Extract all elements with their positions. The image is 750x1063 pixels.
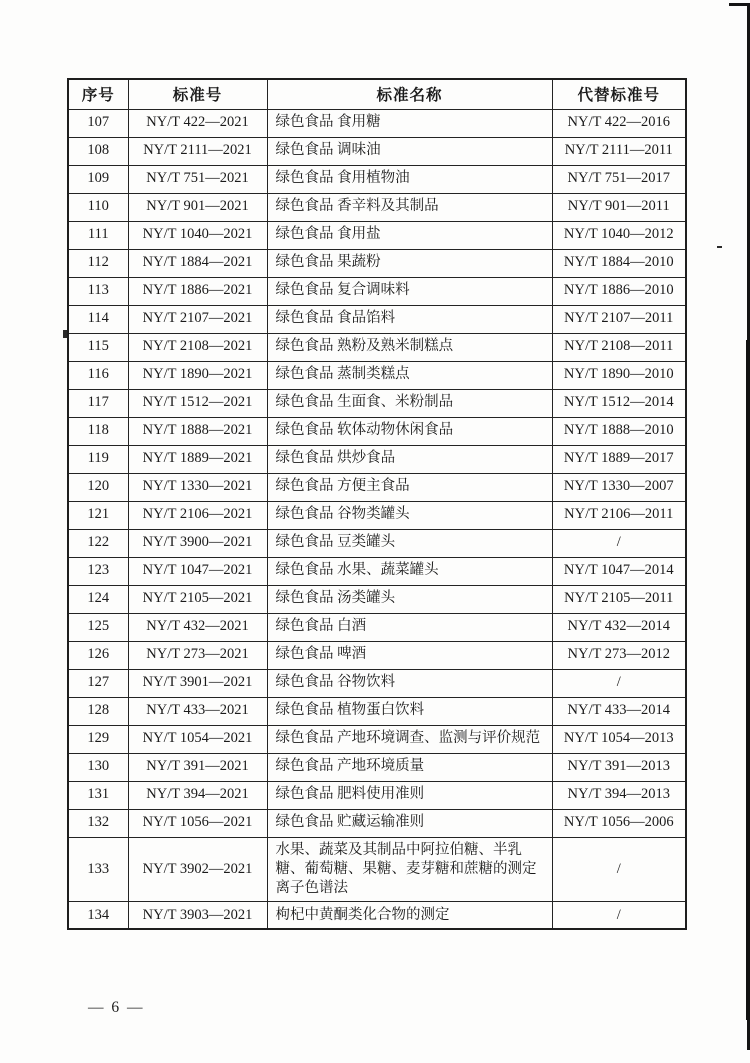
table-row: [68, 305, 686, 333]
table-row: [68, 137, 686, 165]
cell-std: NY/T 422—2021: [128, 109, 267, 137]
cell-replaces: /: [552, 669, 686, 697]
cell-replaces: NY/T 422—2016: [552, 109, 686, 137]
column-header-no: 序号: [68, 79, 128, 109]
cell-no: 116: [68, 361, 128, 389]
cell-std: NY/T 2111—2021: [128, 137, 267, 165]
cell-no: 123: [68, 557, 128, 585]
scan-artifact-right-edge-thick: [746, 340, 750, 1020]
cell-std: NY/T 391—2021: [128, 753, 267, 781]
cell-replaces: NY/T 1888—2010: [552, 417, 686, 445]
cell-std: NY/T 1889—2021: [128, 445, 267, 473]
cell-name: 绿色食品 产地环境调查、监测与评价规范: [267, 725, 552, 753]
cell-std: NY/T 2106—2021: [128, 501, 267, 529]
cell-std: NY/T 2108—2021: [128, 333, 267, 361]
cell-std: NY/T 433—2021: [128, 697, 267, 725]
cell-no: 107: [68, 109, 128, 137]
cell-name: 绿色食品 调味油: [267, 137, 552, 165]
cell-no: 132: [68, 809, 128, 837]
table-row: [68, 529, 686, 557]
cell-std: NY/T 1330—2021: [128, 473, 267, 501]
table-header-row: [68, 79, 686, 109]
table-row: [68, 697, 686, 725]
table-header: [68, 79, 686, 109]
cell-std: NY/T 1884—2021: [128, 249, 267, 277]
cell-no: 108: [68, 137, 128, 165]
table-row: [68, 249, 686, 277]
cell-no: 109: [68, 165, 128, 193]
table-row: [68, 809, 686, 837]
cell-name: 绿色食品 食用植物油: [267, 165, 552, 193]
cell-std: NY/T 3900—2021: [128, 529, 267, 557]
cell-name: 绿色食品 食用糖: [267, 109, 552, 137]
cell-std: NY/T 1047—2021: [128, 557, 267, 585]
cell-name: 枸杞中黄酮类化合物的测定: [267, 901, 552, 929]
cell-replaces: NY/T 2108—2011: [552, 333, 686, 361]
table-row: [68, 501, 686, 529]
cell-name: 绿色食品 食用盐: [267, 221, 552, 249]
cell-no: 125: [68, 613, 128, 641]
table-row: [68, 837, 686, 901]
cell-replaces: NY/T 1047—2014: [552, 557, 686, 585]
cell-replaces: NY/T 391—2013: [552, 753, 686, 781]
cell-replaces: /: [552, 837, 686, 901]
cell-name: 绿色食品 白酒: [267, 613, 552, 641]
cell-name: 绿色食品 谷物饮料: [267, 669, 552, 697]
table-row: [68, 781, 686, 809]
scan-artifact-speck: [63, 330, 67, 338]
table-row: [68, 557, 686, 585]
cell-no: 110: [68, 193, 128, 221]
cell-no: 127: [68, 669, 128, 697]
cell-no: 115: [68, 333, 128, 361]
cell-name: 绿色食品 植物蛋白饮料: [267, 697, 552, 725]
cell-std: NY/T 1886—2021: [128, 277, 267, 305]
cell-replaces: /: [552, 901, 686, 929]
cell-std: NY/T 273—2021: [128, 641, 267, 669]
table-row: [68, 473, 686, 501]
cell-replaces: NY/T 432—2014: [552, 613, 686, 641]
cell-std: NY/T 1512—2021: [128, 389, 267, 417]
table-row: [68, 417, 686, 445]
cell-replaces: NY/T 2106—2011: [552, 501, 686, 529]
cell-std: NY/T 3901—2021: [128, 669, 267, 697]
cell-no: 111: [68, 221, 128, 249]
cell-replaces: NY/T 1040—2012: [552, 221, 686, 249]
cell-std: NY/T 751—2021: [128, 165, 267, 193]
column-header-name: 标准名称: [267, 79, 552, 109]
cell-no: 124: [68, 585, 128, 613]
cell-replaces: NY/T 1512—2014: [552, 389, 686, 417]
cell-std: NY/T 1888—2021: [128, 417, 267, 445]
table-row: [68, 165, 686, 193]
table-row: [68, 361, 686, 389]
cell-replaces: NY/T 433—2014: [552, 697, 686, 725]
cell-std: NY/T 3903—2021: [128, 901, 267, 929]
table-row: [68, 753, 686, 781]
cell-no: 133: [68, 837, 128, 901]
cell-replaces: NY/T 1056—2006: [552, 809, 686, 837]
table-row: [68, 613, 686, 641]
cell-name: 绿色食品 软体动物休闲食品: [267, 417, 552, 445]
cell-name: 绿色食品 水果、蔬菜罐头: [267, 557, 552, 585]
cell-name: 水果、蔬菜及其制品中阿拉伯糖、半乳糖、葡萄糖、果糖、麦芽糖和蔗糖的测定 离子色谱法: [267, 837, 552, 901]
cell-no: 126: [68, 641, 128, 669]
table-row: [68, 725, 686, 753]
cell-std: NY/T 1054—2021: [128, 725, 267, 753]
cell-replaces: NY/T 2107—2011: [552, 305, 686, 333]
cell-no: 130: [68, 753, 128, 781]
cell-replaces: NY/T 394—2013: [552, 781, 686, 809]
standards-table: [67, 78, 687, 930]
cell-replaces: NY/T 1886—2010: [552, 277, 686, 305]
column-header-std: 标准号: [128, 79, 267, 109]
table-row: [68, 641, 686, 669]
cell-std: NY/T 394—2021: [128, 781, 267, 809]
cell-name: 绿色食品 复合调味料: [267, 277, 552, 305]
table-row: [68, 901, 686, 929]
cell-no: 134: [68, 901, 128, 929]
cell-replaces: NY/T 1054—2013: [552, 725, 686, 753]
cell-name: 绿色食品 蒸制类糕点: [267, 361, 552, 389]
table-body: [68, 109, 686, 929]
cell-no: 118: [68, 417, 128, 445]
cell-replaces: NY/T 273—2012: [552, 641, 686, 669]
cell-replaces: /: [552, 529, 686, 557]
cell-replaces: NY/T 2105—2011: [552, 585, 686, 613]
cell-no: 120: [68, 473, 128, 501]
cell-no: 128: [68, 697, 128, 725]
table-row: [68, 277, 686, 305]
cell-replaces: NY/T 1889—2017: [552, 445, 686, 473]
cell-name: 绿色食品 产地环境质量: [267, 753, 552, 781]
cell-no: 121: [68, 501, 128, 529]
cell-std: NY/T 901—2021: [128, 193, 267, 221]
cell-name: 绿色食品 生面食、米粉制品: [267, 389, 552, 417]
table-row: [68, 221, 686, 249]
table-row: [68, 193, 686, 221]
table-row: [68, 445, 686, 473]
cell-name: 绿色食品 豆类罐头: [267, 529, 552, 557]
cell-replaces: NY/T 901—2011: [552, 193, 686, 221]
cell-no: 114: [68, 305, 128, 333]
column-header-replaces: 代替标准号: [552, 79, 686, 109]
cell-no: 112: [68, 249, 128, 277]
cell-std: NY/T 2107—2021: [128, 305, 267, 333]
cell-std: NY/T 3902—2021: [128, 837, 267, 901]
cell-replaces: NY/T 751—2017: [552, 165, 686, 193]
cell-replaces: NY/T 1890—2010: [552, 361, 686, 389]
cell-std: NY/T 1040—2021: [128, 221, 267, 249]
cell-name: 绿色食品 果蔬粉: [267, 249, 552, 277]
scan-artifact-speck: [717, 246, 722, 248]
cell-name: 绿色食品 贮藏运输准则: [267, 809, 552, 837]
cell-name: 绿色食品 方便主食品: [267, 473, 552, 501]
table-row: [68, 389, 686, 417]
cell-no: 117: [68, 389, 128, 417]
table-row: [68, 669, 686, 697]
cell-std: NY/T 432—2021: [128, 613, 267, 641]
cell-name: 绿色食品 谷物类罐头: [267, 501, 552, 529]
cell-replaces: NY/T 1884—2010: [552, 249, 686, 277]
cell-no: 113: [68, 277, 128, 305]
cell-name: 绿色食品 熟粉及熟米制糕点: [267, 333, 552, 361]
cell-std: NY/T 2105—2021: [128, 585, 267, 613]
cell-no: 119: [68, 445, 128, 473]
cell-replaces: NY/T 2111—2011: [552, 137, 686, 165]
cell-no: 129: [68, 725, 128, 753]
cell-name: 绿色食品 香辛料及其制品: [267, 193, 552, 221]
page-number: — 6 —: [88, 999, 145, 1016]
table-row: [68, 585, 686, 613]
table-row: [68, 333, 686, 361]
cell-no: 131: [68, 781, 128, 809]
cell-name: 绿色食品 汤类罐头: [267, 585, 552, 613]
cell-name: 绿色食品 烘炒食品: [267, 445, 552, 473]
cell-std: NY/T 1056—2021: [128, 809, 267, 837]
cell-no: 122: [68, 529, 128, 557]
cell-replaces: NY/T 1330—2007: [552, 473, 686, 501]
cell-name: 绿色食品 啤酒: [267, 641, 552, 669]
table-row: [68, 109, 686, 137]
cell-std: NY/T 1890—2021: [128, 361, 267, 389]
scan-artifact-top-corner-hook: [729, 3, 750, 6]
cell-name: 绿色食品 食品馅料: [267, 305, 552, 333]
cell-name: 绿色食品 肥料使用准则: [267, 781, 552, 809]
